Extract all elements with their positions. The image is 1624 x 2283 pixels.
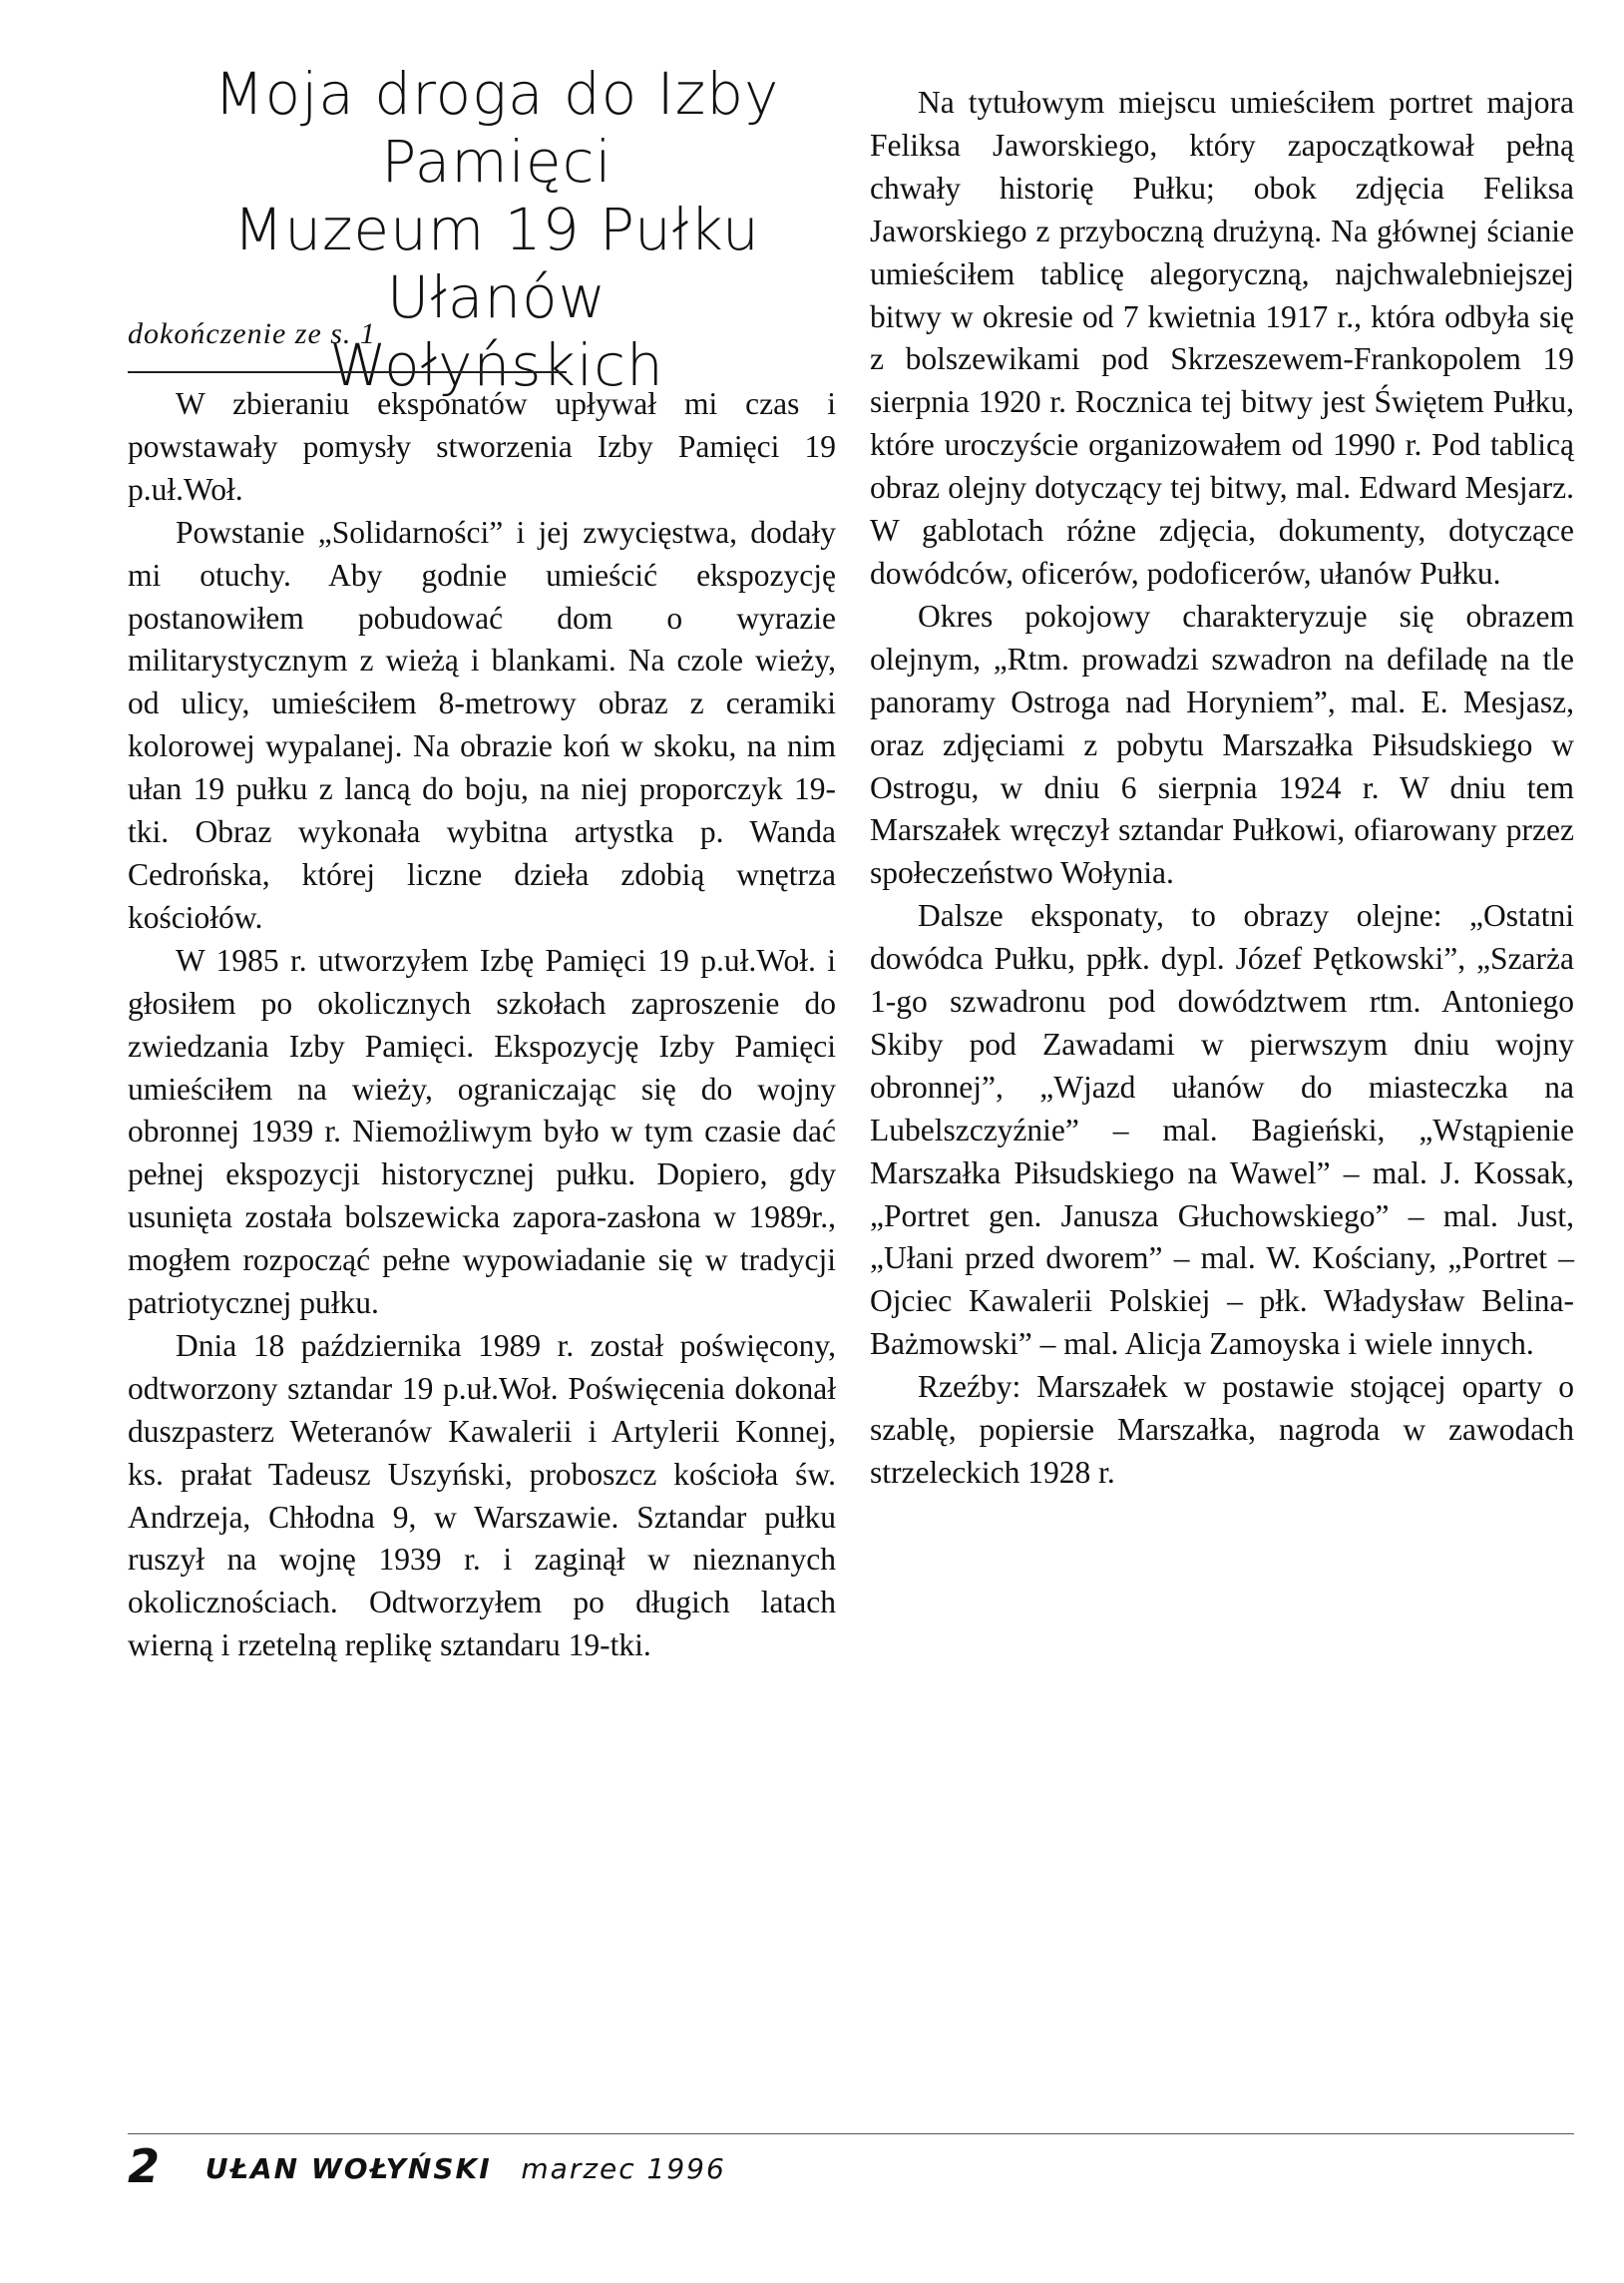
paragraph: Na tytułowym miejscu umieściłem portret majora Feliksa Jaworskiego, który zapoczątkował pełną chwały historię Pułku; obok zdjęcia Feliksa Jaworskiego z przyboczną drużyną. Na głównej ścianie umieściłem tablicę alegoryczną, najchwalebniejszej bitwy w okresie od 7 kwietnia 1917 r., która odbyła się z bolszewikami pod Skrzeszewem-Frankopolem 19 sierpnia 1920 r. Rocznica tej bitwy jest Świętem Pułku, które uroczyście organizowałem od 1990 r. Pod tablicą obraz olejny dotyczący tej bitwy, mal. Edward Mesjarz. W gablotach różne zdjęcia, dokumenty, dotyczące dowódców, oficerów, podoficerów, ułanów Pułku. [870,85,1574,591]
paragraph: Dnia 18 października 1989 r. został poświęcony, odtworzony sztandar 19 p.uł.Woł. Poświęcenia dokonał duszpasterz Weteranów Kawalerii i Artylerii Konnej, ks. prałat Tadeusz Uszyński, proboszcz kościoła św. Andrzeja, Chłodna 9, w Warszawie. Sztandar pułku ruszył na wojnę 1939 r. i zaginął w nieznanych okolicznościach. Odtworzyłem po długich latach wierną i rzetelną replikę sztandaru 19-tki. [128,1327,836,1663]
title-line-3: Wołyńskich [329,331,664,399]
magazine-name: UŁAN WOŁYŃSKI [204,2152,492,2185]
continuation-note: dokończenie ze s. 1 [128,317,376,350]
title-line-2: Muzeum 19 Pułku Ułanów [233,196,760,331]
issue-date: marzec 1996 [521,2152,726,2185]
paragraph: W 1985 r. utworzyłem Izbę Pamięci 19 p.uł.Woł. i głosiłem po okolicznych szkołach zaproszenie do zwiedzania Izby Pamięci. Ekspozycję Izby Pamięci umieściłem na wieży, ograniczając się do wojny obronnej 1939 r. Niemożliwym było w tym czasie dać pełnej ekspozycji historycznej pułku. Dopiero, gdy usunięta została bolszewicka zapora-zasłona w 1989r., mogłem rozpocząć pełne wypowiadanie się w tradycji patriotycznej pułku. [128,942,836,1321]
right-column [870,82,1574,1495]
title-line-1: Moja droga do Izby Pamięci [213,60,780,196]
page-footer [128,2139,726,2193]
paragraph: Dalsze eksponaty, to obrazy olejne: „Ostatni dowódca Pułku, ppłk. dypl. Józef Pętkowski”, „Szarża 1-go szwadronu pod dowództwem rtm. Antoniego Skiby pod Zawadami w pierwszym dniu wojny obronnej”, „Wjazd ułanów do miasteczka na Lubelszczyźnie” – mal. Bagieński, „Wstąpienie Marszałka Piłsudskiego na Wawel” – mal. J. Kossak, „Portret gen. Janusza Głuchowskiego” – mal. Just, „Ułani przed dworem” – mal. W. Kościany, „Portret – Ojciec Kawalerii Polskiej – płk. Władysław Belina-Bażmowski” – mal. Alicja Zamoyska i wiele innych. [870,898,1574,1362]
paragraph: Okres pokojowy charakteryzuje się obrazem olejnym, „Rtm. prowadzi szwadron na defiladę na tle panoramy Ostroga nad Horyniem”, mal. E. Mesjasz, oraz zdjęciami z pobytu Marszałka Piłsudskiego w Ostrogu, w dniu 6 sierpnia 1924 r. W dniu tem Marszałek wręczył sztandar Pułkowi, ofiarowany przez społeczeństwo Wołynia. [870,598,1574,891]
paragraph: Rzeźby: Marszałek w postawie stojącej oparty o szablę, popiersie Marszałka, nagroda w zawodach strzeleckich 1928 r. [870,1369,1574,1490]
page-number: 2 [128,2139,161,2193]
title-divider [128,371,567,373]
paragraph: Powstanie „Solidarności” i jej zwycięstwa, dodały mi otuchy. Aby godnie umieścić ekspozycję postanowiłem pobudować dom o wyrazie militarystycznym z wieżą i blankami. Na czole wieży, od ulicy, umieściłem 8-metrowy obraz z ceramiki kolorowej wypalanej. Na obrazie koń w skoku, na nim ułan 19 pułku z lancą do boju, na niej proporczyk 19-tki. Obraz wykonała wybitna artystka p. Wanda Cedrońska, której liczne dzieła zdobią wnętrza kościołów. [128,514,836,935]
paragraph: W zbieraniu eksponatów upływał mi czas i powstawały pomysły stworzenia Izby Pamięci 19 p.uł.Woł. [128,386,836,507]
footer-divider [128,2133,1574,2134]
left-column [128,383,836,1667]
